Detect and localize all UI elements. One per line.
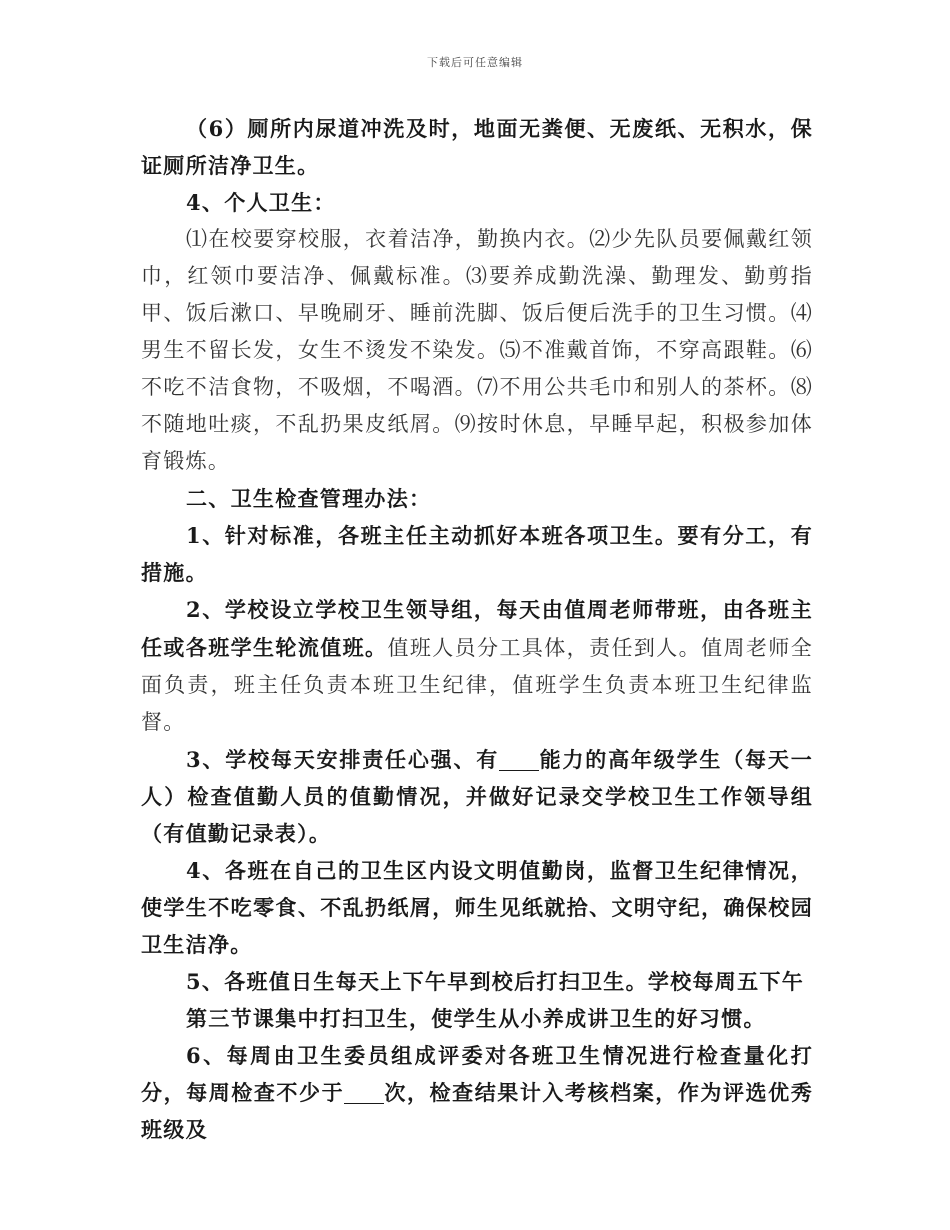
item-6-text-before-blank: 6、每周由卫生委员组成评委对各班卫生情况进行检查量化打分，每周检查不少于 <box>141 1043 813 1105</box>
item-3-text-after-blank: 能力的高年级学生（每天一人）检查值勤人员的值勤情况，并做好记录交学校卫生工作领导组（有值勤记录表）。 <box>141 747 813 846</box>
item-4: 4、各班在自己的卫生区内设文明值勤岗，监督卫生纪律情况，使学生不吃零食、不乱扔纸屑，师生见纸就拾、文明守纪，确保校园卫生洁净。 <box>141 858 813 957</box>
paragraph-personal-hygiene: ⑴在校要穿校服，衣着洁净，勤换内衣。⑵少先队员要佩戴红领巾，红领巾要洁净、佩戴标准。⑶要养成勤洗澡、勤理发、勤剪指甲、饭后漱口、早晚刷牙、睡前洗脚、饭后便后洗手的卫生习惯。⑷男生不留长发，女生不烫发不染发。⑸不准戴首饰，不穿高跟鞋。⑹不吃不洁食物，不吸烟，不喝酒。⑺不用公共毛巾和别人的茶杯。⑻不随地吐痰，不乱扔果皮纸屑。⑼按时休息，早睡早起，积极参加体育锻炼。 <box>141 227 813 473</box>
item-3 <box>141 741 813 852</box>
item-2-plain-text: 值班人员分工具体，责任到人。值周老师全面负责，班主任负责本班卫生纪律，值班学生负责本班卫生纪律监督。 <box>141 636 813 734</box>
item-3-text-before-blank: 3、学校每天安排责任心强、有 <box>186 747 500 772</box>
item-2-bold-text: 2、学校设立学校卫生领导组，每天由值周老师带班，由各班主任或各班学生轮流值班。 <box>141 597 813 660</box>
document-body <box>141 110 813 1148</box>
item-5-line-1: 5、各班值日生每天上下午早到校后打扫卫生。学校每周五下午 <box>186 969 805 994</box>
item-2 <box>141 591 813 741</box>
item-6 <box>141 1037 813 1148</box>
item-1: 1、针对标准，各班主任主动抓好本班各项卫生。要有分工，有措施。 <box>141 523 813 585</box>
heading-personal-hygiene: 4、个人卫生： <box>186 190 336 215</box>
blank-underline <box>499 749 539 771</box>
section-heading-inspection: 二、卫生检查管理办法： <box>186 486 432 511</box>
item-6-text-after-blank: 次，检查结果计入考核档案，作为评选优秀班级及 <box>141 1080 813 1142</box>
item-5-line-2: 第三节课集中打扫卫生，使学生从小养成讲卫生的好习惯。 <box>186 1006 766 1031</box>
page-header: 下载后可任意编辑 <box>427 56 523 69</box>
paragraph-toilet-rule: （6）厕所内尿道冲洗及时，地面无粪便、无废纸、无积水，保证厕所洁净卫生。 <box>141 116 813 178</box>
blank-underline <box>344 1082 384 1104</box>
